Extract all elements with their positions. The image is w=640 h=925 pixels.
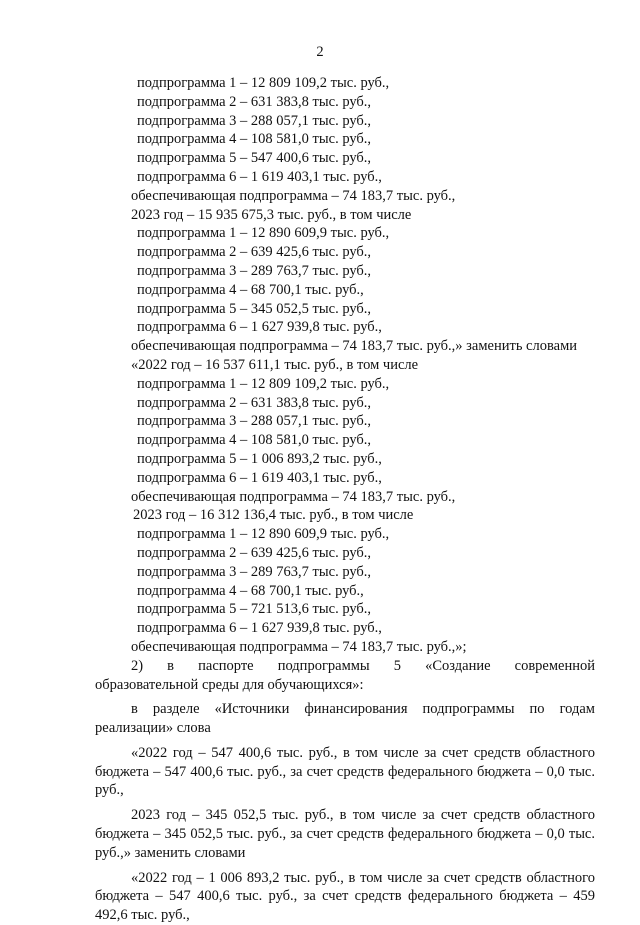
budget-line: подпрограмма 2 – 639 425,6 тыс. руб., <box>137 244 372 261</box>
budget-line: подпрограмма 5 – 721 513,6 тыс. руб., <box>137 601 372 618</box>
paragraph-quote-old-2023: 2023 год – 345 052,5 тыс. руб., в том числе за счет средств областного бюджета – 345 052,5 тыс. руб., за счет средств федерального бюджета – 0,0 тыс. руб.,» заменить словами <box>95 807 595 861</box>
budget-line: обеспечивающая подпрограмма – 74 183,7 тыс. руб., <box>131 187 456 204</box>
budget-line: подпрограмма 6 – 1 627 939,8 тыс. руб., <box>137 319 382 336</box>
budget-line: подпрограмма 2 – 639 425,6 тыс. руб., <box>137 544 372 561</box>
budget-line: подпрограмма 5 – 1 006 893,2 тыс. руб., <box>137 450 382 467</box>
year-line: 2023 год – 16 312 136,4 тыс. руб., в том числе <box>133 507 414 524</box>
budget-line: подпрограмма 4 – 68 700,1 тыс. руб., <box>137 582 364 599</box>
budget-line: подпрограмма 1 – 12 809 109,2 тыс. руб., <box>137 75 390 91</box>
budget-line: подпрограмма 6 – 1 619 403,1 тыс. руб., <box>137 168 382 185</box>
page-number: 2 <box>316 44 324 60</box>
budget-line: подпрограмма 6 – 1 619 403,1 тыс. руб., <box>137 469 382 486</box>
paragraph-quote-old-2022: «2022 год – 547 400,6 тыс. руб., в том числе за счет средств областного бюджета – 547 400,6 тыс. руб., за счет средств федерального бюджета – 0,0 тыс. руб., <box>95 744 595 799</box>
paragraph-section: в разделе «Источники финансирования подпрограммы по годам реализации» слова <box>95 701 595 737</box>
budget-line: подпрограмма 4 – 68 700,1 тыс. руб., <box>137 281 364 298</box>
budget-line: обеспечивающая подпрограмма – 74 183,7 тыс. руб.,»; <box>131 638 467 655</box>
budget-line: подпрограмма 3 – 288 057,1 тыс. руб., <box>137 413 372 430</box>
budget-line: подпрограмма 5 – 345 052,5 тыс. руб., <box>137 300 372 317</box>
budget-line: подпрограмма 5 – 547 400,6 тыс. руб., <box>137 150 372 167</box>
paragraph-2-first-line: 2) в паспорте подпрограммы 5 «Создание современной <box>131 657 595 674</box>
budget-line: подпрограмма 1 – 12 890 609,9 тыс. руб., <box>137 225 390 242</box>
budget-line: подпрограмма 3 – 288 057,1 тыс. руб., <box>137 112 372 129</box>
budget-line: обеспечивающая подпрограмма – 74 183,7 тыс. руб.,» заменить словами <box>131 338 578 355</box>
year-line: «2022 год – 16 537 611,1 тыс. руб., в том числе <box>131 356 419 373</box>
budget-line: подпрограмма 4 – 108 581,0 тыс. руб., <box>137 432 372 449</box>
budget-line: подпрограмма 1 – 12 890 609,9 тыс. руб., <box>137 526 390 543</box>
budget-line: обеспечивающая подпрограмма – 74 183,7 тыс. руб., <box>131 488 456 505</box>
budget-line: подпрограмма 6 – 1 627 939,8 тыс. руб., <box>137 620 382 637</box>
budget-line: подпрограмма 2 – 631 383,8 тыс. руб., <box>137 93 372 110</box>
budget-line: подпрограмма 4 – 108 581,0 тыс. руб., <box>137 131 372 148</box>
document-body <box>95 74 595 925</box>
budget-line: подпрограмма 3 – 289 763,7 тыс. руб., <box>137 262 372 279</box>
paragraph-2-rest: образовательной среды для обучающихся»: <box>95 676 364 693</box>
budget-line: подпрограмма 1 – 12 809 109,2 тыс. руб., <box>137 375 390 392</box>
paragraph-quote-new-2022: «2022 год – 1 006 893,2 тыс. руб., в том числе за счет средств областного бюджета – 547 400,6 тыс. руб., за счет средств федерального бюджета – 459 492,6 тыс. руб., <box>95 869 595 924</box>
budget-line: подпрограмма 3 – 289 763,7 тыс. руб., <box>137 563 372 580</box>
year-line: 2023 год – 15 935 675,3 тыс. руб., в том числе <box>131 206 412 223</box>
budget-line: подпрограмма 2 – 631 383,8 тыс. руб., <box>137 394 372 411</box>
